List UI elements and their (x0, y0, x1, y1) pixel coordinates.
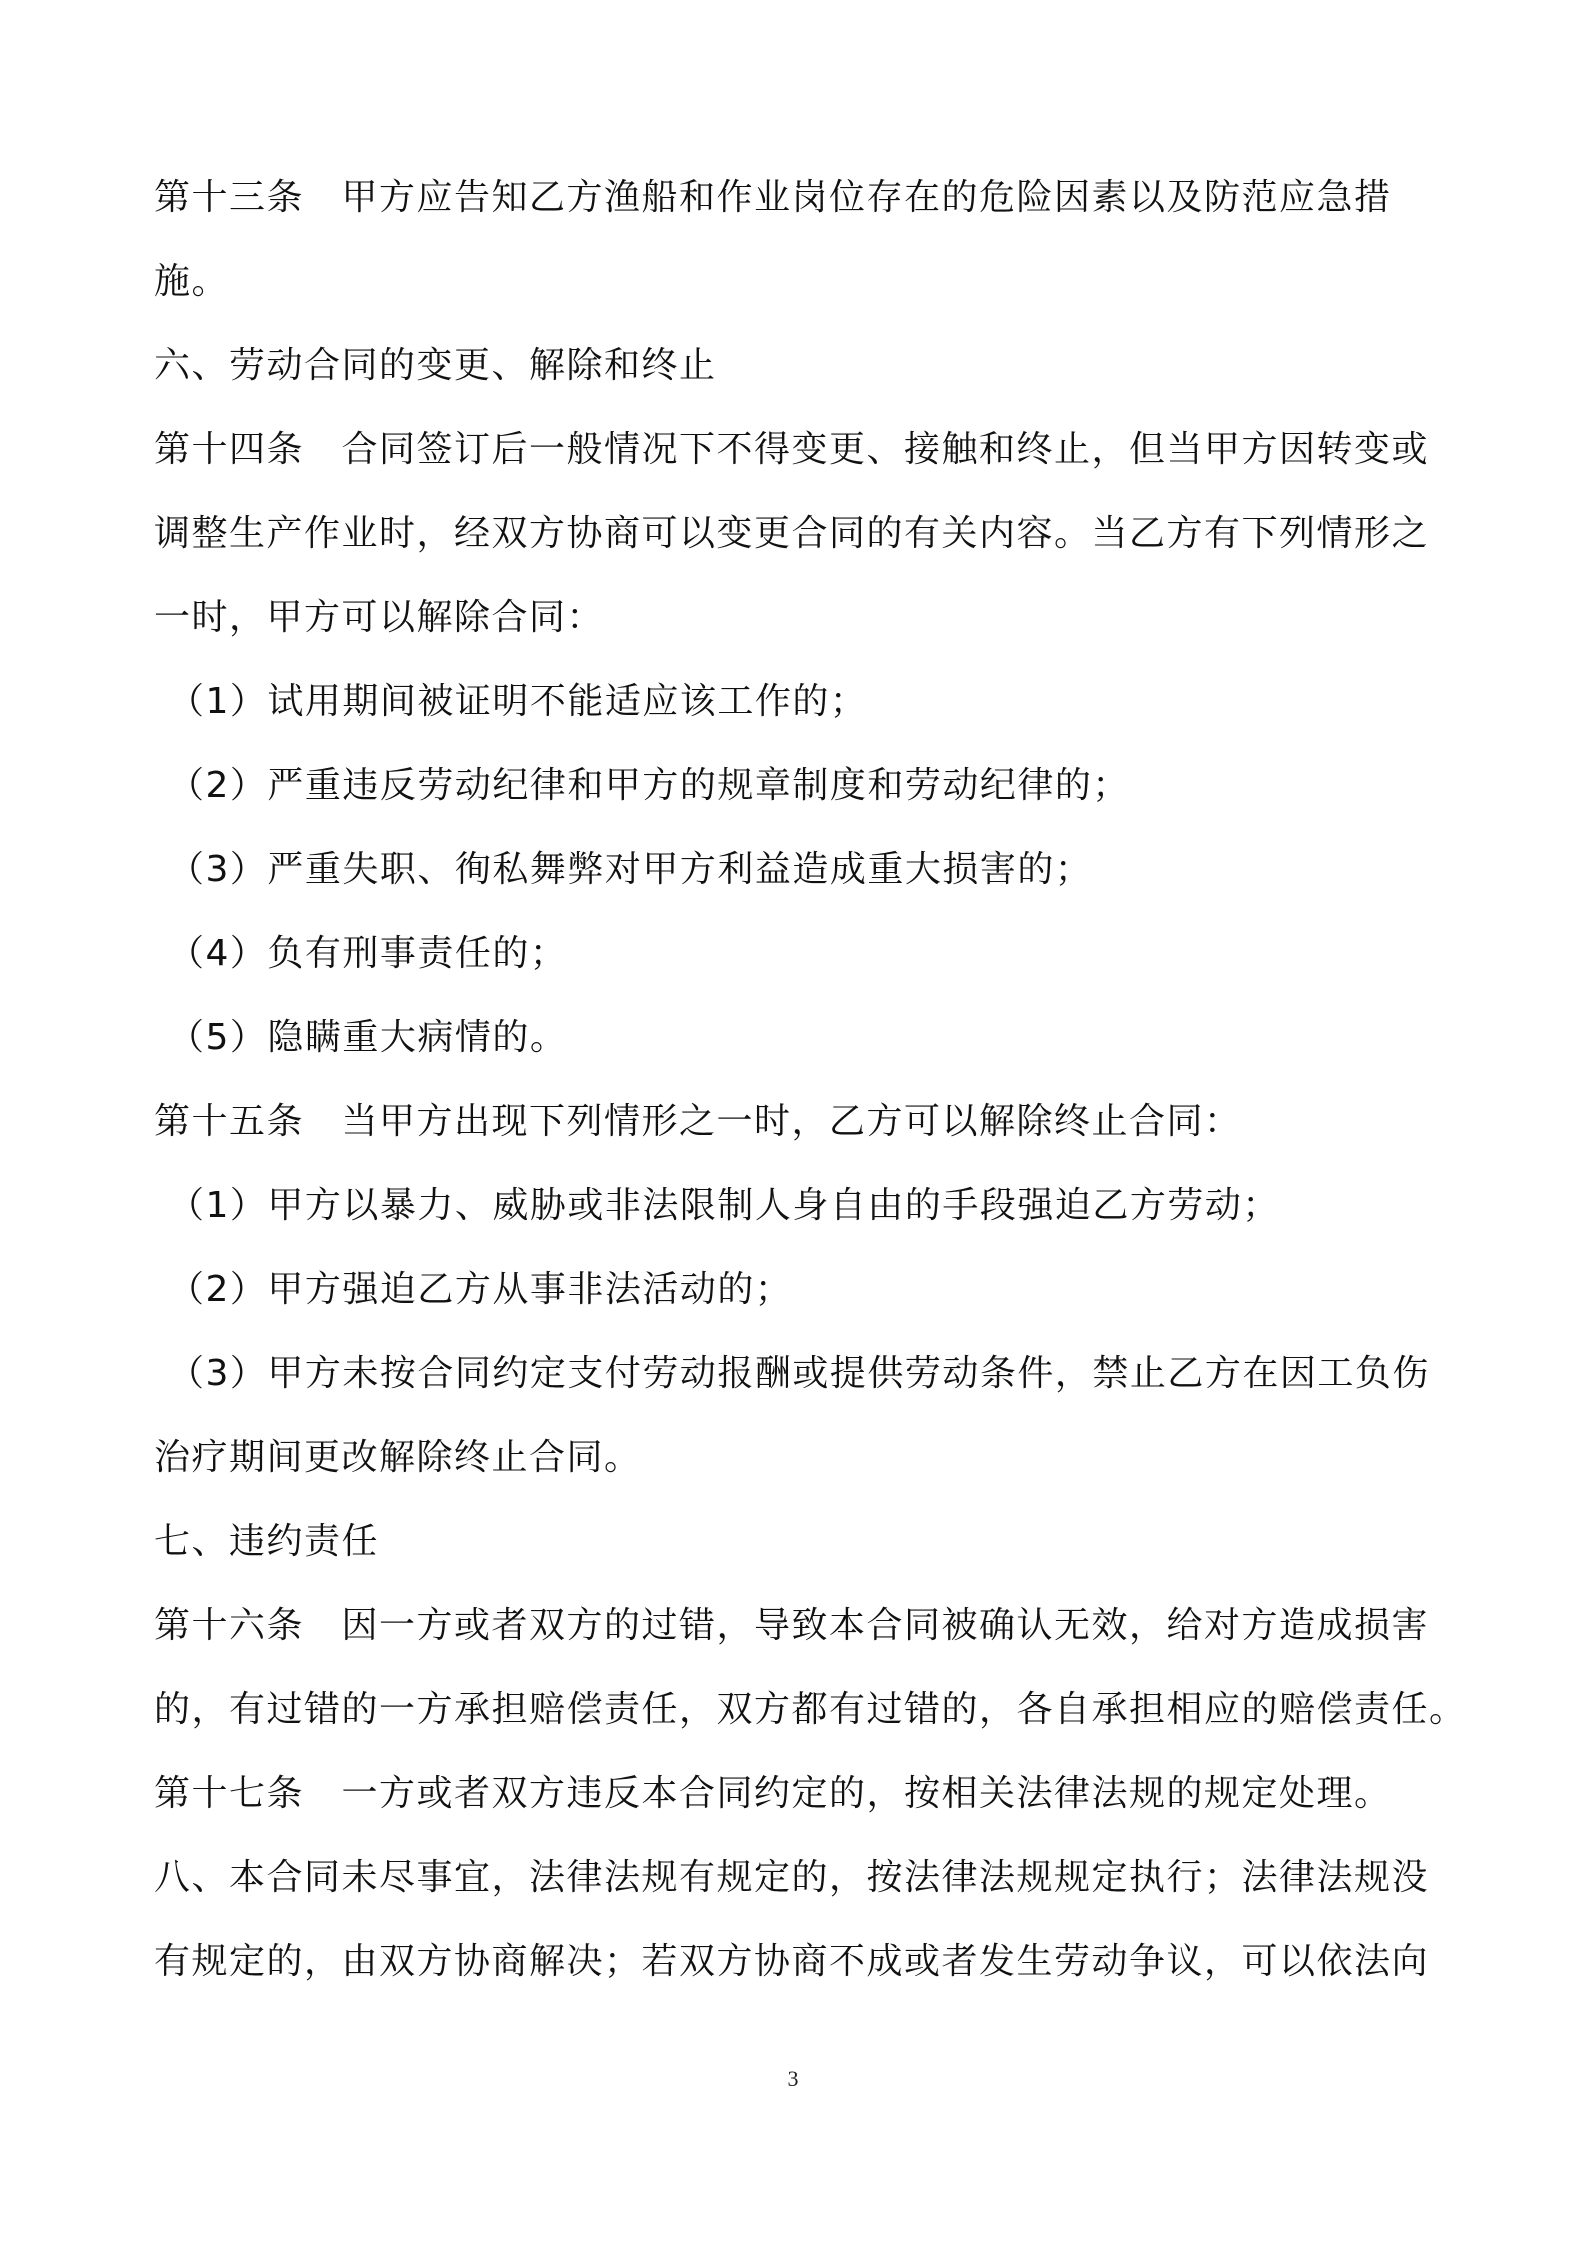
article-16-line-1: 第十六条 因一方或者双方的过错，导致本合同被确认无效，给对方造成损害 (154, 1605, 1430, 1646)
section-eight-line-1: 八、本合同未尽事宜，法律法规有规定的，按法律法规规定执行；法律法规没 (154, 1857, 1430, 1898)
article-14-line-3: 一时，甲方可以解除合同： (154, 597, 605, 638)
article-15-item-1: （1）甲方以暴力、威胁或非法限制人身自由的手段强迫乙方劳动； (168, 1185, 1280, 1226)
article-17-line-1: 第十七条 一方或者双方违反本合同约定的，按相关法律法规的规定处理。 (154, 1773, 1392, 1814)
article-13-line-2: 施。 (154, 261, 230, 302)
article-14-item-2: （2）严重违反劳动纪律和甲方的规章制度和劳动纪律的； (168, 765, 1130, 806)
article-14-item-1: （1）试用期间被证明不能适应该工作的； (168, 681, 868, 722)
article-15-item-2: （2）甲方强迫乙方从事非法活动的； (168, 1269, 793, 1310)
section-heading-six: 六、劳动合同的变更、解除和终止 (154, 345, 717, 386)
article-14-item-5: （5）隐瞒重大病情的。 (168, 1017, 568, 1058)
article-14-line-2: 调整生产作业时，经双方协商可以变更合同的有关内容。当乙方有下列情形之 (154, 513, 1430, 554)
article-14-item-3: （3）严重失职、徇私舞弊对甲方利益造成重大损害的； (168, 849, 1093, 890)
article-13-line-1: 第十三条 甲方应告知乙方渔船和作业岗位存在的危险因素以及防范应急措 (154, 177, 1392, 218)
article-14-line-1: 第十四条 合同签订后一般情况下不得变更、接触和终止，但当甲方因转变或 (154, 429, 1430, 470)
article-15-item-3-line-2: 治疗期间更改解除终止合同。 (154, 1437, 642, 1478)
article-16-line-2: 的，有过错的一方承担赔偿责任，双方都有过错的，各自承担相应的赔偿责任。 (154, 1689, 1467, 1730)
article-14-item-4: （4）负有刑事责任的； (168, 933, 568, 974)
article-15-line-1: 第十五条 当甲方出现下列情形之一时，乙方可以解除终止合同： (154, 1101, 1242, 1142)
article-15-item-3-line-1: （3）甲方未按合同约定支付劳动报酬或提供劳动条件，禁止乙方在因工负伤 (168, 1353, 1430, 1394)
page-number: 3 (787, 2066, 799, 2091)
section-eight-line-2: 有规定的，由双方协商解决；若双方协商不成或者发生劳动争议，可以依法向 (154, 1941, 1430, 1982)
section-heading-seven: 七、违约责任 (154, 1521, 380, 1562)
